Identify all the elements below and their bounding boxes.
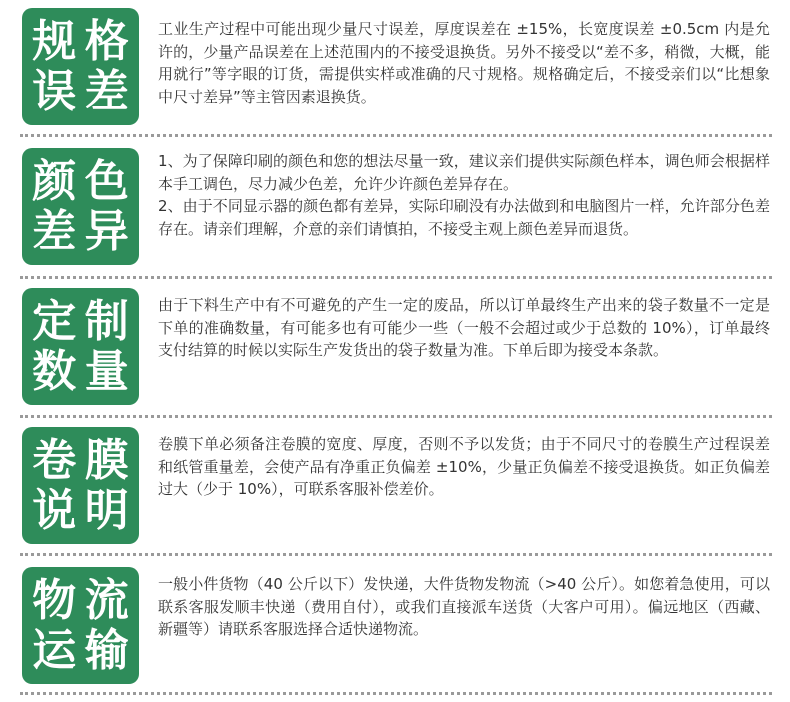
title-char: 说	[32, 484, 77, 536]
title-char: 明	[84, 484, 129, 536]
title-char: 膜	[84, 434, 129, 486]
title-badge	[22, 8, 139, 125]
paragraph: 一般小件货物（40 公斤以下）发快递，大件货物发物流（>40 公斤）。如您着急使用，可以联系客服发顺丰快递（费用自付），或我们直接派车送货（大客户可用）。偏远地区（西藏、新疆等）请联系客服选择合适快递物流。	[158, 575, 770, 639]
paragraph: 由于下料生产中有不可避免的产生一定的废品，所以订单最终生产出来的袋子数量不一定是下单的准确数量，有可能多也有可能少一些（一般不会超过或少于总数的 10%），订单最终支付结算的时候以实际生产发货出的袋子数量为准。下单后即为接受本条款。	[158, 296, 770, 360]
title-char: 制	[84, 295, 129, 347]
paragraph: 工业生产过程中可能出现少量尺寸误差，厚度误差在 ±15%，长宽度误差 ±0.5cm 内是允许的，少量产品误差在上述范围内的不接受退换货。另外不接受以“差不多，稍微，大概，能用就行”等字眼的订货，需提供实样或准确的尺寸规格。规格确定后，不接受亲们以“比想象中尺寸差异”等主管因素退换货。	[158, 20, 770, 106]
title-badge	[22, 288, 139, 405]
title-char: 物	[32, 574, 77, 626]
title-badge	[22, 427, 139, 544]
section-body	[158, 150, 770, 240]
title-char: 运	[32, 624, 77, 676]
title-char: 异	[84, 205, 129, 257]
section-body	[158, 433, 770, 501]
paragraph: 1、为了保障印刷的颜色和您的想法尽量一致，建议亲们提供实际颜色样本，调色师会根据样本手工调色，尽力减少色差，允许少许颜色差异存在。	[158, 152, 770, 193]
title-char: 差	[84, 65, 129, 117]
title-char: 流	[84, 574, 129, 626]
title-char: 规	[32, 15, 77, 67]
title-char: 量	[84, 345, 129, 397]
divider	[20, 692, 772, 695]
title-char: 色	[84, 155, 129, 207]
divider	[20, 415, 772, 418]
title-char: 差	[32, 205, 77, 257]
title-badge	[22, 148, 139, 265]
paragraph: 2、由于不同显示器的颜色都有差异，实际印刷没有办法做到和电脑图片一样，允许部分色差存在。请亲们理解，介意的亲们请慎拍，不接受主观上颜色差异而退货。	[158, 197, 770, 238]
title-char: 定	[32, 295, 77, 347]
title-char: 颜	[32, 155, 77, 207]
divider	[20, 553, 772, 556]
title-badge	[22, 567, 139, 684]
divider	[20, 134, 772, 137]
divider	[20, 276, 772, 279]
paragraph: 卷膜下单必须备注卷膜的宽度、厚度，否则不予以发货；由于不同尺寸的卷膜生产过程误差和纸管重量差，会使产品有净重正负偏差 ±10%，少量正负偏差不接受退换货。如正负偏差过大（少于 10%），可联系客服补偿差价。	[158, 435, 770, 499]
section-body	[158, 294, 770, 362]
section-body	[158, 573, 770, 641]
title-char: 输	[84, 624, 129, 676]
title-char: 数	[32, 345, 77, 397]
title-char: 误	[32, 65, 77, 117]
section-body	[158, 18, 770, 108]
title-char: 格	[84, 15, 129, 67]
title-char: 卷	[32, 434, 77, 486]
